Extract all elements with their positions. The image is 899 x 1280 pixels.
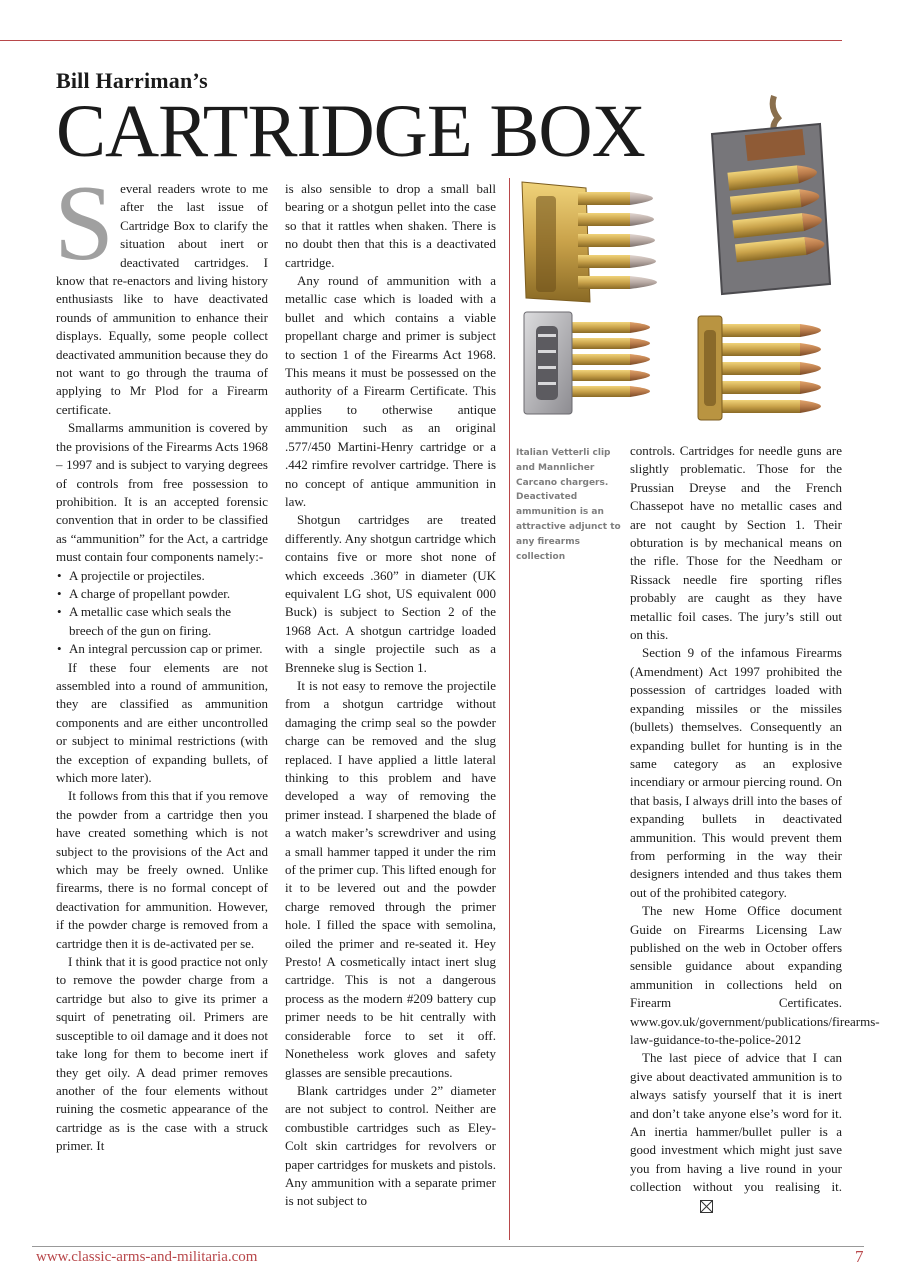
mannlicher-charger-photo	[520, 308, 688, 420]
paragraph-3: If these four elements are not assembled into a round of ammunition, they are classified as ammunition components and are either uncontrolled or subject to minimal restrictions (with the exception of expanding bullets, of which more later).	[56, 659, 268, 785]
page-title: CARTRIDGE BOX	[56, 90, 645, 173]
paragraph-14	[630, 1049, 842, 1218]
drop-cap: S	[54, 164, 115, 283]
vetterli-clip-photo	[516, 178, 690, 306]
cartridge-box-photo	[700, 94, 852, 304]
paragraph-11: controls. Cartridges for needle guns are slightly problematic. Those for the Prussian Dreyse and the French Chassepot have no metallic cases and are not caught by Section 1. Their obturation is by mechanical means on the rifle. Those for the Needham or Rissack needle fire sporting rifles probably are caught as they have metallic foil cases. The jury’s still out on this.	[630, 443, 842, 643]
list-item: • A projectile or projectiles.	[56, 567, 268, 585]
list-item: • An integral percussion cap or primer.	[56, 640, 268, 658]
paragraph-14-text: The last piece of advice that I can give about deactivated ammunition is to always satisfy yourself that it is inert and don’t take anyone else’s word for it. An inertia hammer/bullet puller is a good investment which might just save you from having a live round in your collection without you realising it.	[630, 1050, 842, 1195]
paragraph-7: Any round of ammunition with a metallic case which is loaded with a bullet and which contains a viable propellant charge and primer is subject to section 1 of the Firearms Act 1968. This means it must be possessed on the authority of a Firearm Certificate. This applies to otherwise antique ammunition such as an original .577/450 Martini-Henry cartridge or a .442 rimfire revolver cartridge. There is no concept of antique ammunition in law.	[285, 273, 496, 509]
component-list	[56, 567, 268, 659]
paragraph-1	[54, 164, 268, 419]
column-2	[285, 180, 496, 1211]
paragraph-6: is also sensible to drop a small ball bearing or a shotgun pellet into the case so that it rattles when shaken. There is no doubt then that this is a deactivated cartridge.	[285, 181, 496, 270]
column-1	[54, 164, 268, 1156]
paragraph-13: The new Home Office document Guide on Firearms Licensing Law published on the web in October offers sensible guidance about expanding ammunition in collections held on Firearm Certificates. www.gov.uk/government/publications/firearms-law-guidance-to-the-police-2012	[630, 903, 880, 1047]
footer-url: www.classic-arms-and-militaria.com	[36, 1249, 258, 1265]
carcano-charger-photo	[692, 310, 850, 428]
bottom-rule	[32, 1246, 864, 1247]
paragraph-4: It follows from this that if you remove the powder from a cartridge then you have created something which is not subject to the provisions of the Act and which may be freely owned. Unlike firearms, there is no formal concept of deactivation for ammunition. However, if the powder charge is removed from a cartridge then it is de-activated per se.	[56, 788, 268, 951]
byline: Bill Harriman’s	[56, 68, 208, 93]
top-rule	[0, 40, 842, 41]
list-item: • A charge of propellant powder.	[56, 585, 268, 603]
end-mark-icon	[688, 1200, 713, 1218]
column-3	[630, 442, 880, 1218]
paragraph-1-text: everal readers wrote to me after the last issue of Cartridge Box to clarify the situation about inert or deactivated cartridges. I know that re-enactors and living history enthusiasts like to have deactivated rounds of ammunition to enhance their displays. Equally, some people collect deactivated ammunition because they do not want to go through the trauma of applying to Mr Plod for a Firearm certificate.	[56, 181, 268, 417]
column-divider	[509, 178, 510, 1240]
paragraph-9: It is not easy to remove the projectile from a shotgun cartridge without damaging the crimp seal so the powder charge can be removed and the slug replaced. I have applied a little lateral thinking to this problem and have developed a way of removing the primer instead. I sharpened the blade of a watch maker’s screwdriver and using a small hammer tapped it under the rim of the primer cup. This lifted enough for it to be levered out and the powder charge removed through the primer hole. I filled the space with semolina, oiled the primer and re-seated it. Hey Presto! A cosmetically intact inert slug cartridge. This is not a dangerous process as the modern #209 battery cup primer needs to be hit centrally with considerable force to set it off. Nonetheless work gloves and safety glasses are sensible precautions.	[285, 677, 496, 1080]
photo-caption: Italian Vetterli clip and Mannlicher Carcano chargers. Deactivated ammunition is an attractive adjunct to any firearms collection	[516, 448, 621, 562]
paragraph-12: Section 9 of the infamous Firearms (Amendment) Act 1997 prohibited the possession of cartridges loaded with expanding missiles or the missiles (bullets) themselves. Consequently an expanding bullet for hunting is in the same category as an explosive incendiary or armour piercing round. On that basis, I always drill into the bases of expanding bullets in deactivated ammunition. This would prevent them from performing in the way their designers intended and thus takes them out of the prohibited category.	[630, 645, 842, 900]
page-number: 7	[855, 1247, 864, 1266]
paragraph-10: Blank cartridges under 2” diameter are not subject to control. Neither are combustible cartridges such as Eley-Colt skin cartridges for revolvers or paper cartridges for muskets and pistols. Any ammunition with a separate primer is not subject to	[285, 1082, 496, 1209]
paragraph-2: Smallarms ammunition is covered by the provisions of the Firearms Acts 1968 – 1997 and is subject to varying degrees of controls from free possession to prohibition. It is an accepted forensic convention that in order to be classified as “ammunition” for the Act, a cartridge must contain four components namely:-	[56, 420, 268, 565]
paragraph-8: Shotgun cartridges are treated differently. Any shotgun cartridge which contains five or more shot none of which exceeds .360” in diameter (UK equivalent LG shot, US equivalent 000 Buck) is subject to Section 2 of the 1968 Act. A shotgun cartridge loaded with a single projectile such as a Brenneke slug is Section 1.	[285, 512, 496, 675]
list-item: • A metallic case which seals the breech of the gun on firing.	[56, 603, 268, 640]
paragraph-5: I think that it is good practice not only to remove the powder charge from a cartridge but also to give its primer a squirt of penetrating oil. Primers are susceptible to oil damage and it does not take long for them to become inert if they get oily. A dead primer removes another of the four elements without ruining the cosmetic appearance of the cartridge as is the case with a struck primer. It	[56, 954, 268, 1154]
